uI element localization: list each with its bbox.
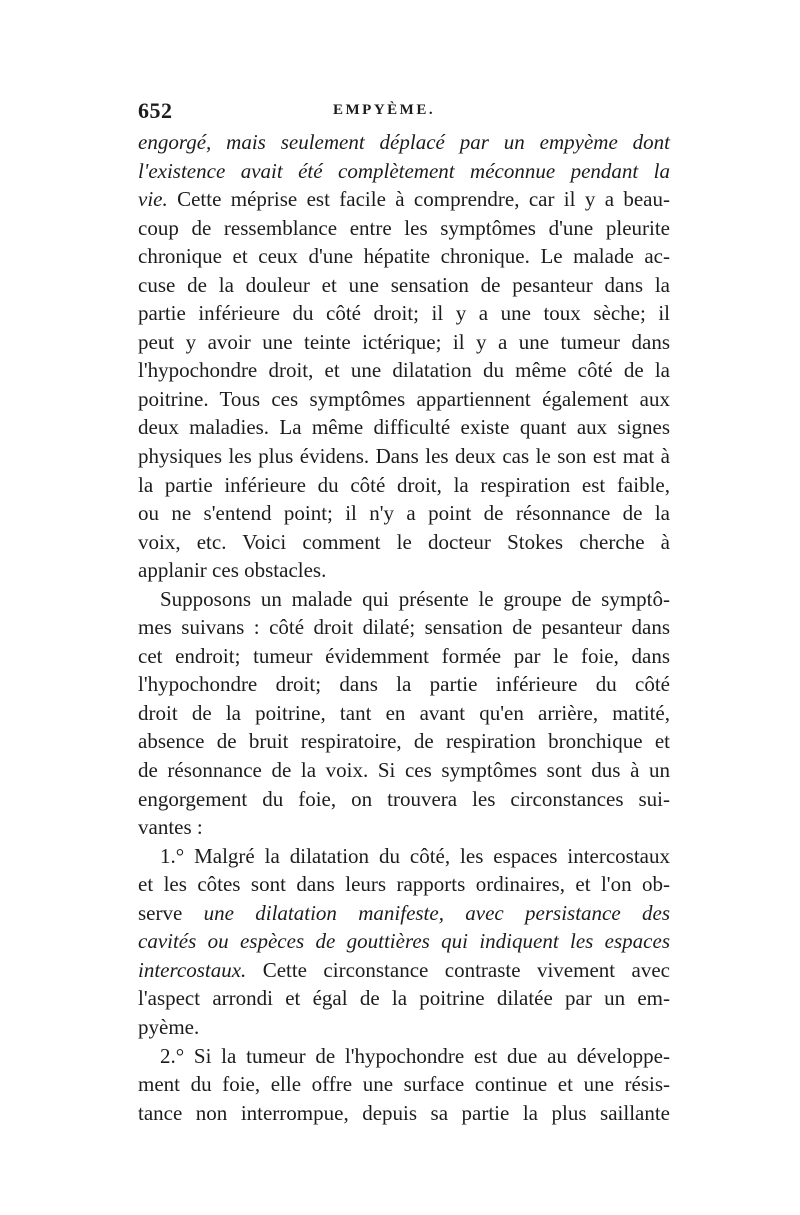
text-line bbox=[138, 642, 670, 671]
text-line bbox=[138, 471, 670, 500]
text-line bbox=[138, 214, 670, 243]
text-segment: l'aspect arrondi et égal de la poitrine dilatée par un em- bbox=[138, 986, 670, 1011]
italic-text: une dilatation manifeste, avec persistance des bbox=[203, 900, 670, 925]
text-segment: la partie inférieure du côté droit, la respiration est faible, bbox=[138, 472, 670, 497]
text-segment: pyème. bbox=[138, 1014, 200, 1039]
text-line bbox=[138, 1070, 670, 1099]
text-line bbox=[138, 528, 670, 557]
text-segment: absence de bruit respiratoire, de respiration bronchique et bbox=[138, 729, 670, 754]
text-segment: coup de ressemblance entre les symptômes d'une pleurite bbox=[138, 215, 670, 240]
text-segment: Cette méprise est facile à comprendre, car il y a beau- bbox=[167, 187, 670, 212]
text-segment: droit de la poitrine, tant en avant qu'en arrière, matité, bbox=[138, 700, 670, 725]
text-segment: applanir ces obstacles. bbox=[138, 558, 327, 583]
text-segment: l'hypochondre droit, et une dilatation du même côté de la bbox=[138, 358, 670, 383]
text-line bbox=[138, 1013, 670, 1042]
text-segment: chronique et ceux d'une hépatite chronique. Le malade ac- bbox=[138, 244, 670, 269]
text-segment: partie inférieure du côté droit; il y a une toux sèche; il bbox=[138, 301, 670, 326]
text-line bbox=[138, 499, 670, 528]
text-line bbox=[138, 356, 670, 385]
text-line bbox=[138, 813, 670, 842]
text-line bbox=[138, 956, 670, 985]
text-line bbox=[138, 899, 670, 928]
text-line bbox=[138, 785, 670, 814]
text-segment: cuse de la douleur et une sensation de pesanteur dans la bbox=[138, 272, 670, 297]
text-line bbox=[138, 556, 670, 585]
text-segment: ment du foie, elle offre une surface continue et une résis- bbox=[138, 1072, 670, 1097]
italic-text: vie. bbox=[138, 187, 168, 212]
text-line bbox=[138, 842, 670, 871]
text-line bbox=[138, 613, 670, 642]
text-segment: cet endroit; tumeur évidemment formée par le foie, dans bbox=[138, 643, 670, 668]
page-number: 652 bbox=[138, 98, 173, 123]
text-segment: voix, etc. Voici comment le docteur Stokes cherche à bbox=[138, 529, 670, 554]
italic-text: intercostaux. bbox=[138, 957, 247, 982]
text-segment: 2.° Si la tumeur de l'hypochondre est due au développe- bbox=[160, 1043, 670, 1068]
text-line bbox=[138, 870, 670, 899]
text-line bbox=[138, 1042, 670, 1071]
text-segment: serve bbox=[138, 900, 204, 925]
text-segment: l'hypochondre droit; dans la partie inférieure du côté bbox=[138, 672, 670, 697]
text-line bbox=[138, 328, 670, 357]
text-line bbox=[138, 157, 670, 186]
italic-text: l'existence avait été complètement méconnue pendant la bbox=[138, 158, 670, 183]
text-line bbox=[138, 242, 670, 271]
text-segment: engorgement du foie, on trouvera les circonstances sui- bbox=[138, 786, 670, 811]
italic-text: engorgé, mais seulement déplacé par un empyème dont bbox=[138, 130, 670, 154]
text-line bbox=[138, 413, 670, 442]
text-line bbox=[138, 585, 670, 614]
text-segment: deux maladies. La même difficulté existe quant aux signes bbox=[138, 415, 670, 440]
text-line bbox=[138, 442, 670, 471]
text-line bbox=[138, 128, 670, 157]
text-segment: physiques les plus évidens. Dans les deux cas le son est mat à bbox=[138, 444, 670, 469]
text-segment: Supposons un malade qui présente le groupe de symptô- bbox=[160, 586, 670, 611]
text-segment: poitrine. Tous ces symptômes appartiennent également aux bbox=[138, 386, 670, 411]
text-segment: 1.° Malgré la dilatation du côté, les espaces intercostaux bbox=[160, 843, 670, 868]
text-line bbox=[138, 727, 670, 756]
text-segment: de résonnance de la voix. Si ces symptômes sont dus à un bbox=[138, 758, 670, 783]
text-line bbox=[138, 670, 670, 699]
text-segment: mes suivans : côté droit dilaté; sensation de pesanteur dans bbox=[138, 615, 670, 640]
body-text bbox=[138, 128, 670, 1127]
text-line bbox=[138, 927, 670, 956]
italic-text: cavités ou espèces de gouttières qui indiquent les espaces bbox=[138, 929, 670, 954]
text-line bbox=[138, 271, 670, 300]
running-head: EMPYÈME. bbox=[333, 102, 436, 118]
text-segment: ou ne s'entend point; il n'y a point de résonnance de la bbox=[138, 501, 670, 526]
text-line bbox=[138, 299, 670, 328]
text-segment: tance non interrompue, depuis sa partie la plus saillante bbox=[138, 1100, 670, 1125]
text-segment: Cette circonstance contraste vivement avec bbox=[246, 957, 670, 982]
text-line bbox=[138, 699, 670, 728]
text-line bbox=[138, 385, 670, 414]
text-line bbox=[138, 984, 670, 1013]
text-line bbox=[138, 185, 670, 214]
text-segment: vantes : bbox=[138, 815, 203, 840]
text-segment: et les côtes sont dans leurs rapports ordinaires, et l'on ob- bbox=[138, 872, 670, 897]
text-line bbox=[138, 1099, 670, 1128]
text-segment: peut y avoir une teinte ictérique; il y a une tumeur dans bbox=[138, 329, 670, 354]
page-header bbox=[138, 98, 670, 122]
text-line bbox=[138, 756, 670, 785]
